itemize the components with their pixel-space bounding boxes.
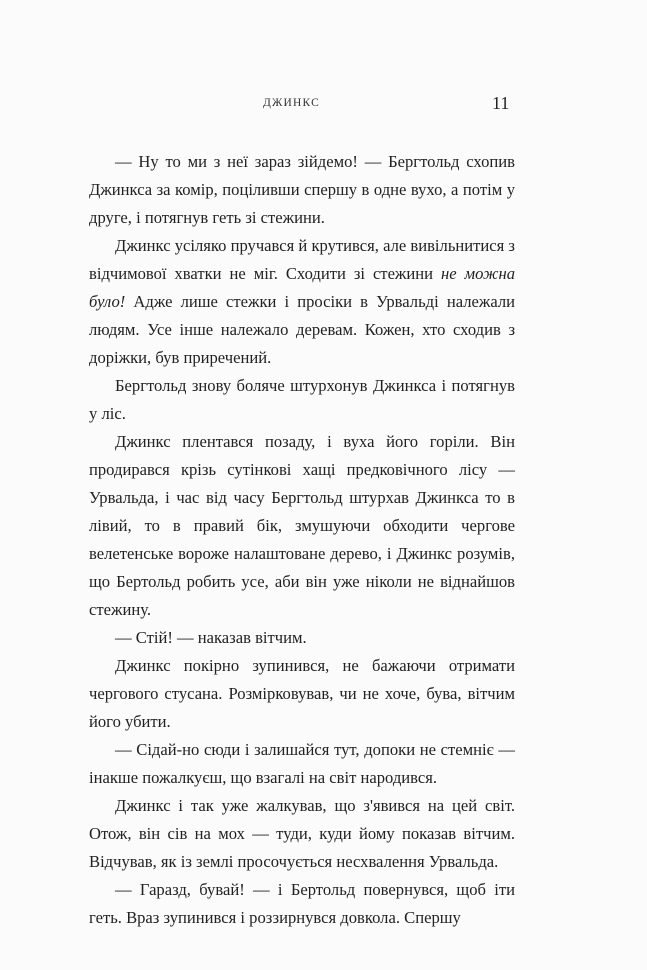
paragraph-6: Джинкс покірно зупинився, не бажаючи отримати чергового стусана. Розмірковував, чи не хоче, бува, вітчим його убити. bbox=[89, 656, 515, 731]
paragraph-3: Бергтольд знову боляче штурхонув Джинкса і потягнув у ліс. bbox=[89, 376, 515, 423]
paragraph-2-part-2: Адже лише стежки і просіки в Урвальді належали людям. Усе інше належало деревам. Кожен, хто сходив з доріжки, був приречений. bbox=[89, 292, 515, 367]
body-text bbox=[89, 148, 515, 932]
running-title: ДЖИНКС bbox=[263, 97, 321, 109]
paragraph-1: — Ну то ми з неї зараз зійдемо! — Бергтольд схопив Джинкса за комір, поціливши спершу в одне вухо, а потім у друге, і потягнув геть зі стежини. bbox=[89, 152, 515, 227]
paragraph-5: — Стій! — наказав вітчим. bbox=[115, 628, 307, 647]
running-head bbox=[0, 93, 647, 117]
paragraph-2-part-1: Джинкс усіляко пручався й крутився, але вивільнитися з відчимової хватки не міг. Сходити зі стежини bbox=[89, 236, 515, 283]
paragraph-4: Джинкс плентався позаду, і вуха його горіли. Він продирався крізь сутінкові хащі предковічного лісу — Урвальда, і час від часу Бергтольд штурхав Джинкса то в лівий, то в правий бік, змушуючи обходити чергове велетенське вороже налаштоване дерево, і Джинкс розумів, що Бертольд робить усе, аби він уже ніколи не віднайшов стежину. bbox=[89, 432, 515, 619]
page-number: 11 bbox=[492, 93, 510, 113]
paragraph-2 bbox=[89, 232, 515, 372]
paragraph-7: — Сідай-но сюди і залишайся тут, допоки не стемніє — інакше пожалкуєш, що взагалі на світ народився. bbox=[89, 740, 515, 787]
paragraph-2-emphasis: не можна було! bbox=[89, 264, 515, 311]
paragraph-9: — Гаразд, бувай! — і Бертольд повернувся, щоб іти геть. Враз зупинився і роззирнувся довкола. Спершу bbox=[89, 880, 515, 927]
paragraph-8: Джинкс і так уже жалкував, що з'явився на цей світ. Отож, він сів на мох — туди, куди йому показав вітчим. Відчував, як із землі просочується несхвалення Урвальда. bbox=[89, 796, 515, 871]
